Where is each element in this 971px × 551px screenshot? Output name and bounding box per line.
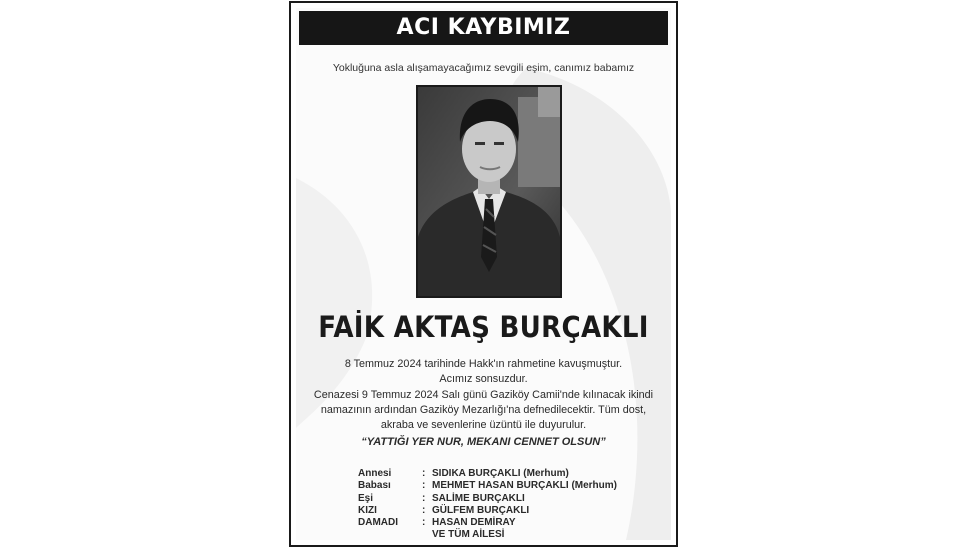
family-row [358,505,617,517]
family-colon: : [422,480,426,492]
announcement-line: Cenazesi 9 Temmuz 2024 Salı günü Gaziköy Camii'nde kılınacak ikindi [313,388,654,401]
family-colon: : [422,517,426,529]
family-relation: Babası [358,480,391,492]
deceased-name: FAİK AKTAŞ BURÇAKLI [318,310,649,344]
intro-text: Yokluğuna asla alışamayacağımız sevgili eşim, canımız babamız [332,62,635,74]
family-row [358,480,617,492]
family-relation [358,529,422,540]
family-colon: : [422,468,426,479]
family-relation: Annesi [358,468,392,479]
announcement-text [306,357,661,433]
family-relation: Eşi [358,492,374,504]
family-relation: DAMADI [358,517,398,529]
memorial-quote: “YATTIĞI YER NUR, MEKANI CENNET OLSUN” [361,436,606,448]
family-member-name: HASAN DEMİRAY [432,517,516,529]
family-list [358,468,617,540]
announcement-line: akraba ve sevenlerine üzüntü ile duyurulur. [380,419,587,432]
family-member-name: SALİME BURÇAKLI [432,492,525,504]
family-row [358,529,617,540]
announcement-line: namazının ardından Gaziköy Mezarlığı'na defnedilecektir. Tüm dost, [320,403,647,416]
deceased-portrait [416,85,562,298]
notice-panel [296,8,671,540]
family-member-name: VE TÜM AİLESİ [432,529,505,540]
announcement-line: 8 Temmuz 2024 tarihinde Hakk'ın rahmetine kavuşmuştur. [344,358,623,370]
family-relation: KIZI [358,504,377,516]
announcement-line: Acımız sonsuzdur. [439,373,528,386]
family-row [358,493,617,505]
family-colon: : [422,492,426,504]
family-colon [422,529,432,540]
family-row [358,517,617,529]
notice-header: ACI KAYBIMIZ [299,11,668,45]
family-row [358,468,617,480]
family-member-name: GÜLFEM BURÇAKLI [432,504,530,516]
obituary-notice [289,1,678,547]
family-colon: : [422,504,426,516]
family-member-name: MEHMET HASAN BURÇAKLI (Merhum) [432,480,617,492]
family-member-name: SIDIKA BURÇAKLI (Merhum) [432,468,569,479]
